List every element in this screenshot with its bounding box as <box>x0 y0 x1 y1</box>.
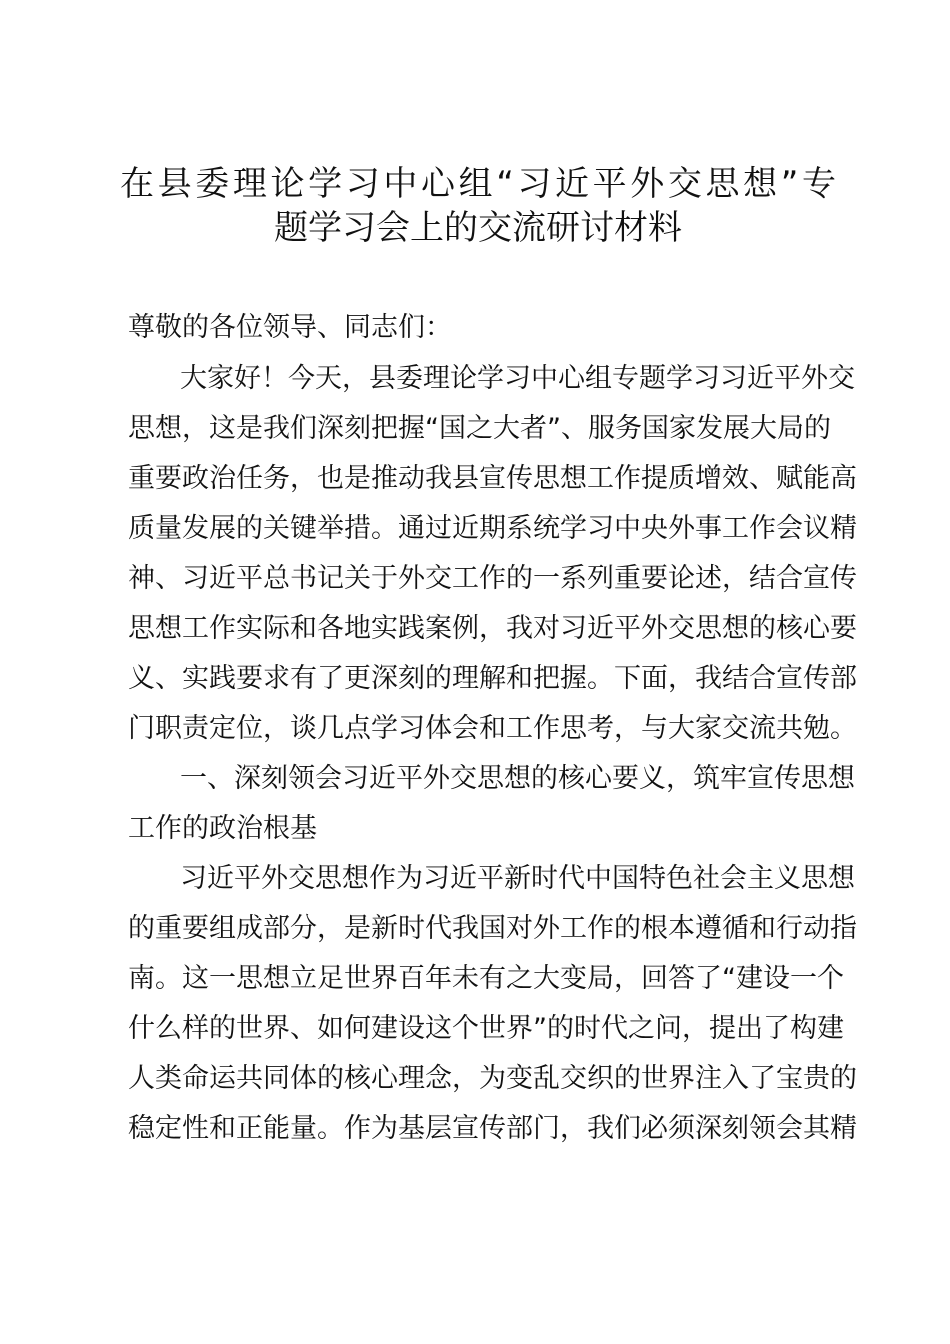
body-paragraph-line: 的重要组成部分，是新时代我国对外工作的根本遵循和行动指 <box>128 913 857 944</box>
intro-paragraph-line: 思想工作实际和各地实践案例，我对习近平外交思想的核心要 <box>128 613 857 644</box>
body-paragraph-line: 什么样的世界、如何建设这个世界”的时代之问，提出了构建 <box>128 1013 844 1044</box>
body-paragraph-line: 人类命运共同体的核心理念，为变乱交织的世界注入了宝贵的 <box>128 1063 857 1094</box>
body-paragraph-line: 南。这一思想立足世界百年未有之大变局，回答了“建设一个 <box>128 963 844 994</box>
section-heading-line: 工作的政治根基 <box>128 813 317 844</box>
intro-paragraph-line: 重要政治任务，也是推动我县宣传思想工作提质增效、赋能高 <box>128 463 857 494</box>
body-paragraph-line: 稳定性和正能量。作为基层宣传部门，我们必须深刻领会其精 <box>128 1113 857 1144</box>
section-heading-line: 一、深刻领会习近平外交思想的核心要义，筑牢宣传思想 <box>180 763 855 794</box>
intro-paragraph-line: 质量发展的关键举措。通过近期系统学习中央外事工作会议精 <box>128 513 857 544</box>
intro-paragraph-line: 思想，这是我们深刻把握“国之大者”、服务国家发展大局的 <box>128 413 831 444</box>
intro-paragraph-line: 神、习近平总书记关于外交工作的一系列重要论述，结合宣传 <box>128 563 857 594</box>
intro-paragraph-line: 义、实践要求有了更深刻的理解和把握。下面，我结合宣传部 <box>128 663 857 694</box>
intro-paragraph-line: 门职责定位，谈几点学习体会和工作思考，与大家交流共勉。 <box>128 713 857 744</box>
body-paragraph-line: 习近平外交思想作为习近平新时代中国特色社会主义思想 <box>180 863 855 894</box>
document-title-line-2: 题学习会上的交流研讨材料 <box>274 208 682 248</box>
greeting: 尊敬的各位领导、同志们： <box>128 312 452 343</box>
intro-paragraph-line: 大家好！今天，县委理论学习中心组专题学习习近平外交 <box>180 363 855 394</box>
document-title-line-1: 在县委理论学习中心组“习近平外交思想”专 <box>120 164 836 204</box>
